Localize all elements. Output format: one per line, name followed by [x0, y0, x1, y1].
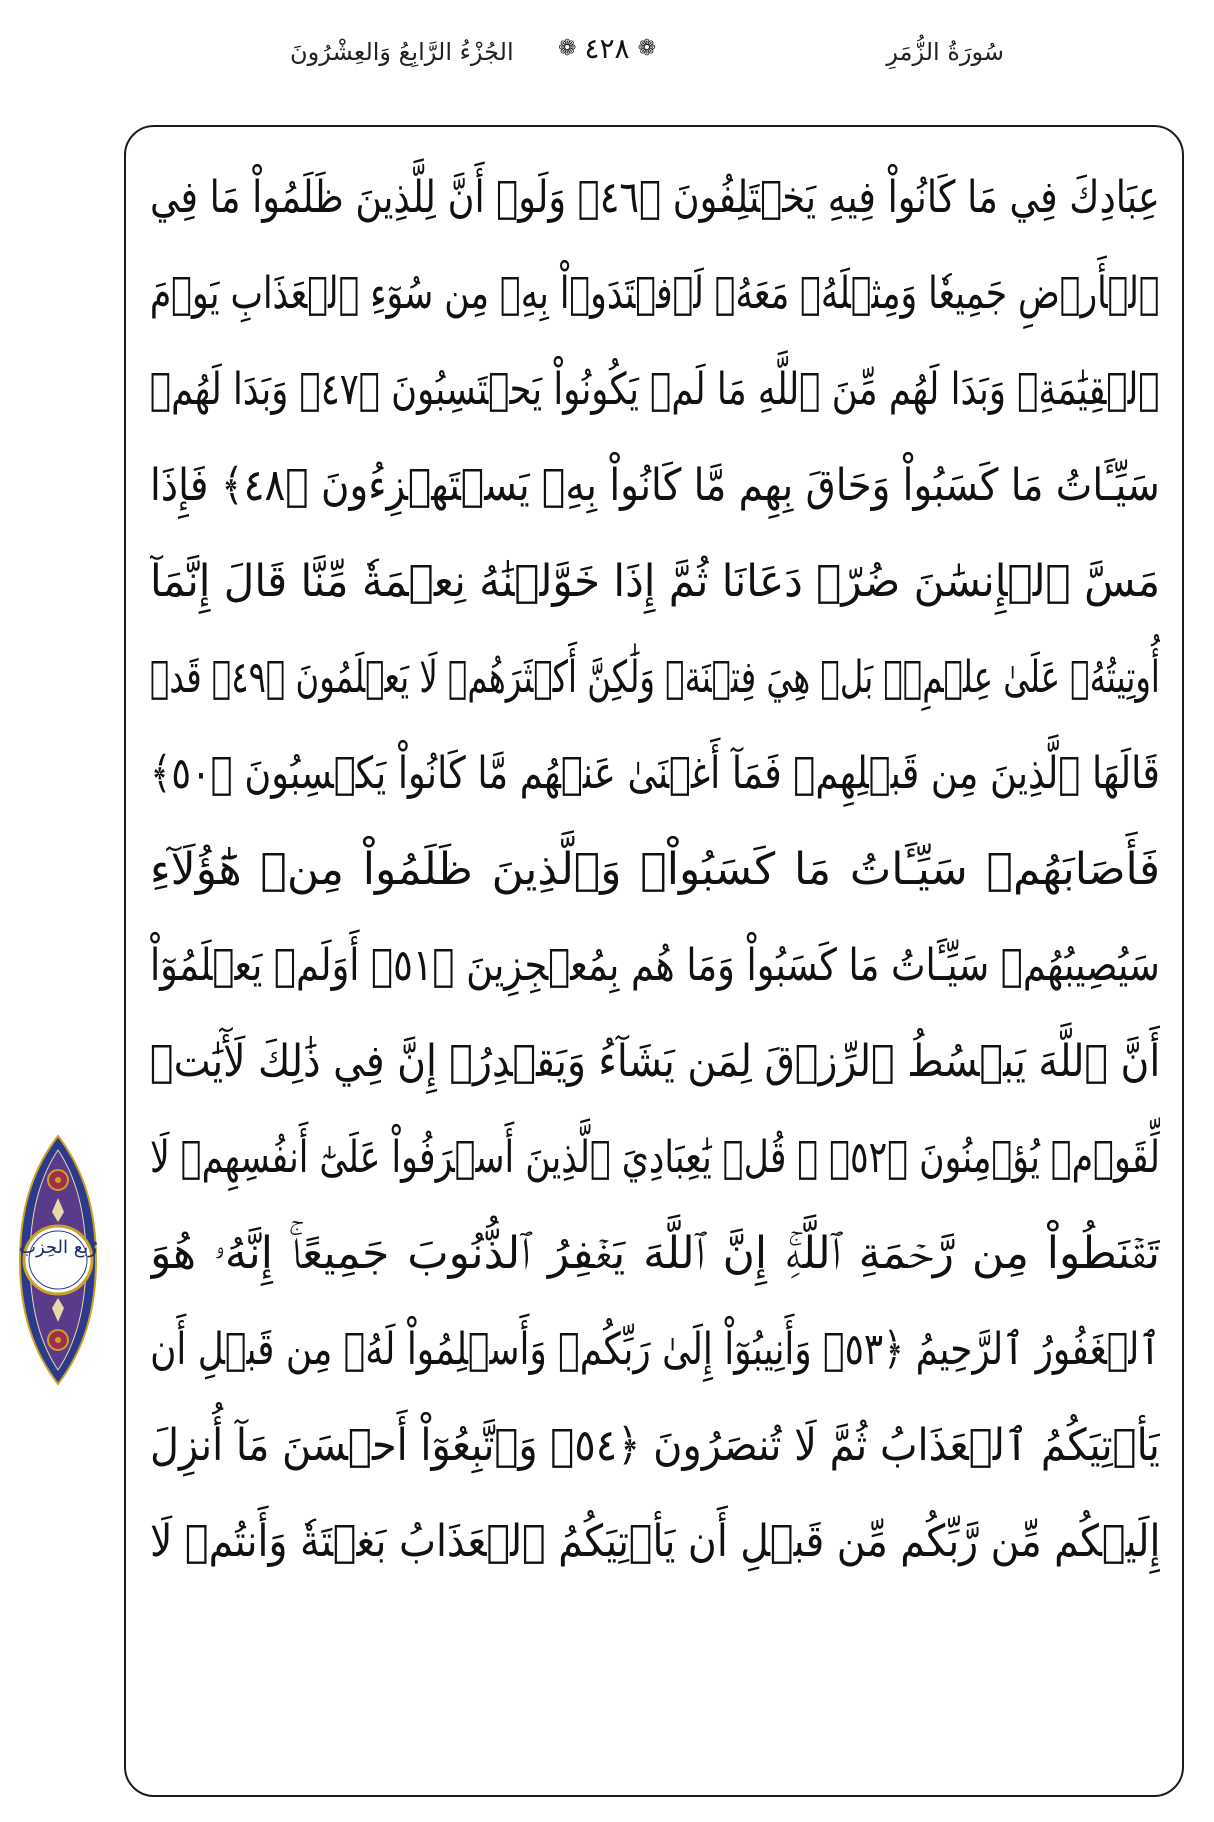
text-line: قَالَهَا ٱلَّذِينَ مِن قَبۡلِهِمۡ فَمَآ أَغۡنَىٰ عَنۡهُم مَّا كَانُواْ يَكۡسِبُونَ ﴿٥٠﴾ — [150, 748, 1160, 799]
text-line: تَقۡنَطُواْ مِن رَّحۡمَةِ ٱللَّهِۚ إِنَّ ٱللَّهَ يَغۡفِرُ ٱلذُّنُوبَ جَمِيعًاۚ إِنَّهُۥ هُوَ — [150, 1228, 1160, 1279]
text-line: عِبَادِكَ فِي مَا كَانُواْ فِيهِ يَخۡتَلِفُونَ ﴿٤٦﴾ وَلَوۡ أَنَّ لِلَّذِينَ ظَلَمُواْ مَا فِي — [150, 172, 1160, 223]
page-number-ornament-left-icon: ❁ — [558, 36, 577, 61]
page-number-ornament-right-icon: ❁ — [637, 36, 656, 61]
text-line: لِّقَوۡمٖ يُؤۡمِنُونَ ﴿٥٢﴾ ۞ قُلۡ يَٰعِبَادِيَ ٱلَّذِينَ أَسۡرَفُواْ عَلَىٰٓ أَنفُسِهِمۡ لَا — [150, 1132, 1160, 1183]
text-line: إِلَيۡكُم مِّن رَّبِّكُم مِّن قَبۡلِ أَن يَأۡتِيَكُمُ ٱلۡعَذَابُ بَغۡتَةٗ وَأَنتُمۡ لَا — [150, 1516, 1160, 1567]
text-line: أَنَّ ٱللَّهَ يَبۡسُطُ ٱلرِّزۡقَ لِمَن يَشَآءُ وَيَقۡدِرُۚ إِنَّ فِي ذَٰلِكَ لَأٓيَٰتٖ — [150, 1036, 1160, 1087]
page-header — [0, 18, 1214, 88]
text-line: مَسَّ ٱلۡإِنسَٰنَ ضُرّٞ دَعَانَا ثُمَّ إِذَا خَوَّلۡنَٰهُ نِعۡمَةٗ مِّنَّا قَالَ إِنَّمَآ — [150, 556, 1160, 607]
text-line: فَأَصَابَهُمۡ سَيِّـَٔاتُ مَا كَسَبُواْۚ وَٱلَّذِينَ ظَلَمُواْ مِنۡ هَٰٓؤُلَآءِ — [150, 844, 1160, 895]
text-line: أُوتِيتُهُۥ عَلَىٰ عِلۡمِۭۚ بَلۡ هِيَ فِتۡنَةٞ وَلَٰكِنَّ أَكۡثَرَهُمۡ لَا يَعۡلَمُونَ ﴿٤٩﴾ قَدۡ — [150, 652, 1160, 703]
text-line: سَيِّـَٔاتُ مَا كَسَبُواْ وَحَاقَ بِهِم مَّا كَانُواْ بِهِۦ يَسۡتَهۡزِءُونَ ﴿٤٨﴾ فَإِذَا — [150, 460, 1160, 511]
page-number: ٤٢٨ — [584, 32, 630, 65]
hizb-quarter-marker — [14, 1130, 102, 1390]
hizb-label: رُبع الحِزب — [19, 1237, 97, 1258]
text-line: ٱلۡقِيَٰمَةِۚ وَبَدَا لَهُم مِّنَ ٱللَّهِ مَا لَمۡ يَكُونُواْ يَحۡتَسِبُونَ ﴿٤٧﴾ وَبَدَا لَهُمۡ — [150, 364, 1160, 415]
quran-text — [150, 150, 1160, 1780]
surah-name: سُورَةُ الزُّمَرِ — [886, 38, 1004, 66]
hizb-ornament-icon — [14, 1130, 102, 1390]
text-line: يَأۡتِيَكُمُ ٱلۡعَذَابُ ثُمَّ لَا تُنصَرُونَ ﴿٥٤﴾ وَٱتَّبِعُوٓاْ أَحۡسَنَ مَآ أُنزِلَ — [150, 1420, 1160, 1471]
text-line: ٱلۡأَرۡضِ جَمِيعٗا وَمِثۡلَهُۥ مَعَهُۥ لَٱفۡتَدَوۡاْ بِهِۦ مِن سُوٓءِ ٱلۡعَذَابِ يَوۡمَ — [150, 268, 1160, 319]
text-line: ٱلۡغَفُورُ ٱلرَّحِيمُ ﴿٥٣﴾ وَأَنِيبُوٓاْ إِلَىٰ رَبِّكُمۡ وَأَسۡلِمُواْ لَهُۥ مِن قَبۡلِ أَن — [150, 1324, 1160, 1375]
juz-name: الجُزْءُ الرَّابِعُ وَالعِشْرُونَ — [290, 38, 514, 66]
page-number-group — [558, 32, 656, 65]
text-line: سَيُصِيبُهُمۡ سَيِّـَٔاتُ مَا كَسَبُواْ وَمَا هُم بِمُعۡجِزِينَ ﴿٥١﴾ أَوَلَمۡ يَعۡلَمُوٓاْ — [150, 940, 1160, 991]
